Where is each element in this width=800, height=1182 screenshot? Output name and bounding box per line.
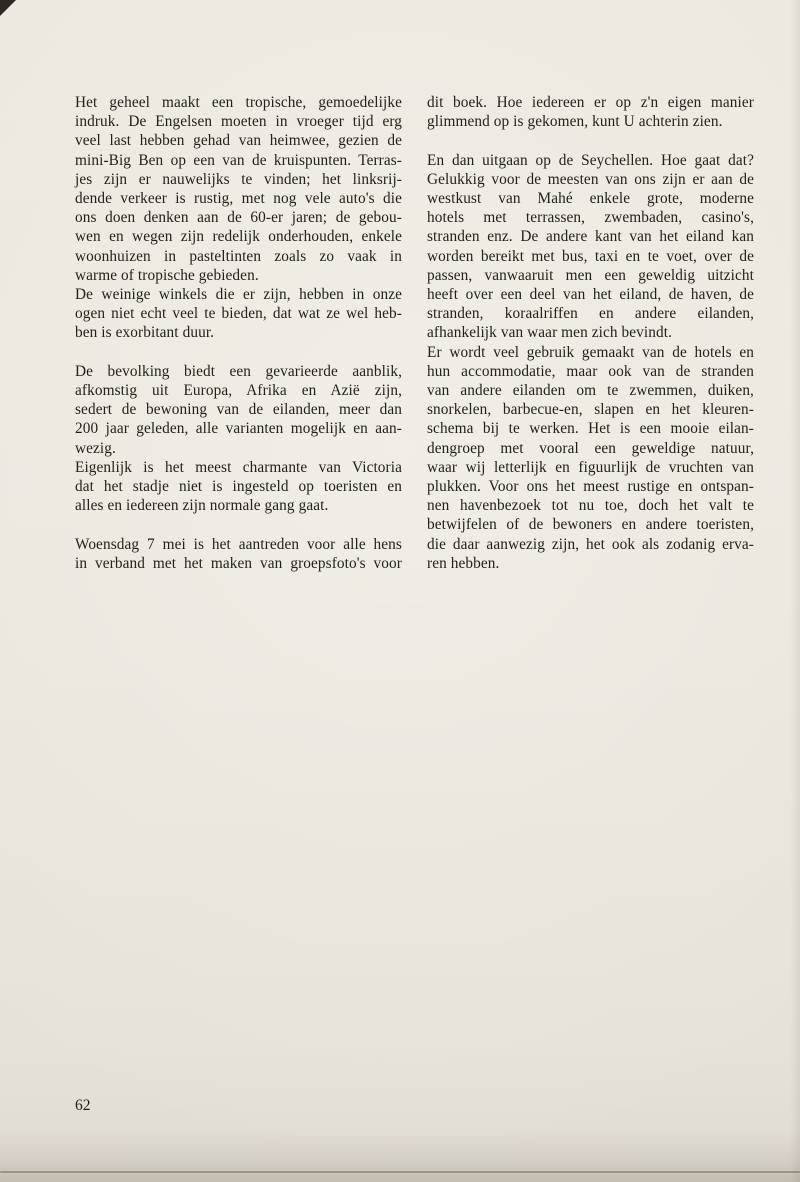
text-line: die daar aanwezig zijn, het ook als zodanig erva- (427, 535, 754, 553)
scan-corner-artifact (0, 0, 16, 16)
page-number: 62 (75, 1097, 91, 1114)
text-line: ogen niet echt veel te bieden, dat wat ze wel heb- (75, 305, 402, 323)
text-line: De bevolking biedt een gevarieerde aanblik, (75, 362, 402, 380)
text-line: stranden enz. De andere kant van het eiland kan (427, 228, 754, 246)
text-line: wezig. (75, 439, 116, 457)
text-line: in verband met het maken van groepsfoto's voor (75, 554, 402, 572)
text-line: 200 jaar geleden, alle varianten mogelijk en aan- (75, 420, 402, 438)
paragraph (75, 535, 402, 573)
text-line: schema bij te werken. Het is een mooie eilan- (427, 420, 754, 438)
text-line: ons doen denken aan de 60-er jaren; de gebou- (75, 209, 402, 227)
text-line: ben is exorbitant duur. (75, 324, 215, 342)
text-line: woonhuizen in pasteltinten zoals zo vaak in (75, 247, 402, 265)
paragraph (75, 93, 402, 285)
text-line: dengroep met vooral een geweldige natuur, (427, 439, 754, 457)
text-line: hotels met terrassen, zwembaden, casino's, (427, 209, 754, 227)
paragraph (427, 151, 754, 343)
text-line: sedert de bewoning van de eilanden, meer dan (75, 401, 402, 419)
text-line: dit boek. Hoe iedereen er op z'n eigen manier (427, 94, 754, 111)
text-line: Er wordt veel gebruik gemaakt van de hotels en (427, 343, 754, 361)
text-line: glimmend op is gekomen, kunt U achterin zien. (427, 113, 723, 131)
text-line: snorkelen, barbecue-en, slapen en het kleuren- (427, 401, 754, 419)
text-line: Woensdag 7 mei is het aantreden voor alle hens (75, 535, 402, 553)
text-line: afhankelijk van waar men zich bevindt. (427, 324, 673, 342)
text-line: passen, vanwaaruit men een geweldig uitzicht (427, 266, 754, 284)
text-columns (75, 93, 755, 573)
text-line: hun accommodatie, maar ook van de stranden (427, 362, 754, 380)
text-line: westkust van Mahé enkele grote, moderne (427, 190, 754, 207)
paragraph (75, 458, 402, 516)
text-line: Het geheel maakt een tropische, gemoedelijke (75, 94, 402, 111)
text-line: indruk. De Engelsen moeten in vroeger tijd erg (75, 113, 402, 131)
paragraph (75, 285, 402, 343)
text-line: Gelukkig voor de meesten van ons zijn er aan de (427, 170, 754, 188)
text-line: mini-Big Ben op een van de kruispunten. Terras- (75, 151, 402, 169)
text-line: veel last hebben gehad van heimwee, gezien de (75, 132, 402, 150)
text-line: alles en iedereen zijn normale gang gaat. (75, 497, 329, 515)
text-line: dat het stadje niet is ingesteld op toeristen en (75, 478, 402, 496)
text-line: dende verkeer is rustig, met nog vele auto's die (75, 190, 402, 208)
text-line: van andere eilanden om te zwemmen, duiken, (427, 382, 754, 400)
scan-bottom-shadow (0, 1130, 800, 1182)
text-line: heeft over een deel van het eiland, de haven, de (427, 286, 754, 304)
text-line: afkomstig uit Europa, Afrika en Azië zijn, (75, 382, 402, 400)
text-line: betwijfelen of de bewoners en andere toeristen, (427, 516, 754, 534)
paragraph (427, 93, 754, 131)
text-line: waar wij letterlijk en figuurlijk de vruchten van (427, 458, 754, 476)
text-line: De weinige winkels die er zijn, hebben in onze (75, 286, 402, 304)
text-line: plukken. Voor ons het meest rustige en ontspan- (427, 478, 754, 496)
text-line: jes zijn er nauwelijks te vinden; het linksrij- (75, 170, 402, 188)
text-line: worden bereikt met bus, taxi en te voet, over de (427, 247, 754, 265)
text-line: En dan uitgaan op de Seychellen. Hoe gaat dat? (427, 151, 754, 169)
text-line: ren hebben. (427, 554, 500, 572)
paragraph (427, 343, 754, 573)
scan-right-edge-shadow (790, 0, 800, 1182)
left-text-column (75, 93, 402, 573)
text-line: Eigenlijk is het meest charmante van Victoria (75, 458, 402, 476)
scan-bottom-edge-line (0, 1171, 800, 1173)
text-line: stranden, koraalriffen en andere eilanden, (427, 305, 754, 323)
text-line: warme of tropische gebieden. (75, 266, 259, 284)
text-line: wen en wegen zijn redelijk onderhouden, enkele (75, 228, 402, 246)
paragraph (75, 362, 402, 458)
text-line: nen havenbezoek tot nu toe, doch het valt te (427, 497, 754, 515)
right-text-column (427, 93, 754, 573)
